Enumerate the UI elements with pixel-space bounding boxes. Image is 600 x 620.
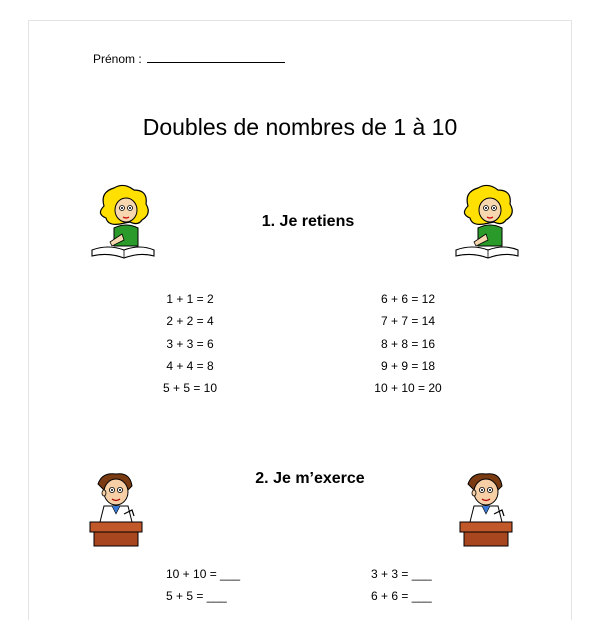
equation: 2 + 2 = 4 <box>166 314 214 329</box>
section-title-retiens: 1. Je retiens <box>261 213 355 230</box>
equation: 7 + 7 = 14 <box>380 314 436 329</box>
section-title-exerce: 2. Je m’exerce <box>255 470 365 487</box>
name-label: Prénom : <box>93 52 146 66</box>
name-blank-line[interactable] <box>147 52 285 63</box>
equation: 8 + 8 = 16 <box>380 336 436 351</box>
equation: 1 + 1 = 2 <box>166 292 214 306</box>
exercise-list-right <box>345 567 465 612</box>
equation: 6 + 6 = 12 <box>380 292 436 306</box>
exercise-equation[interactable]: 6 + 6 = ___ <box>371 589 432 604</box>
equation: 10 + 10 = 20 <box>374 381 442 396</box>
page-title: Doubles de nombres de 1 à 10 <box>142 114 458 140</box>
doubles-list-right <box>358 292 458 403</box>
equation: 5 + 5 = 10 <box>162 381 218 396</box>
equation: 3 + 3 = 6 <box>166 336 214 351</box>
exercise-equation[interactable]: 5 + 5 = ___ <box>166 589 227 604</box>
exercise-list-left <box>140 567 260 612</box>
equation: 9 + 9 = 18 <box>380 358 436 373</box>
exercise-equation[interactable]: 10 + 10 = ___ <box>166 567 241 581</box>
exercise-equation[interactable]: 3 + 3 = ___ <box>371 567 432 581</box>
doubles-list-left <box>140 292 240 403</box>
equation: 4 + 4 = 8 <box>166 358 214 373</box>
name-field[interactable] <box>93 52 285 66</box>
